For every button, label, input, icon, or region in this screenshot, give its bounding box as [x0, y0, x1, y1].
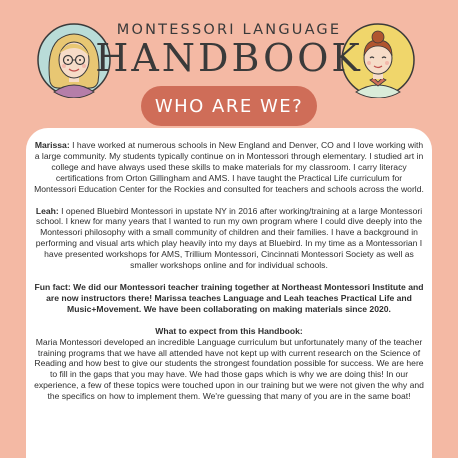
- marissa-paragraph: [34, 140, 424, 195]
- handbook-subtitle: MONTESSORI LANGUAGE: [116, 22, 342, 38]
- expect-text: Maria Montessori developed an incredible Language curriculum but unfortunately many of the teacher training programs that we have all attended have not kept up with current research on the Science of Reading and how best to give our students the strongest foundation possible for success. We are here to fill in the gaps that you may have. We had those gaps which is why we are doing this! In our experience, a few of these topics were touched upon in our training but we were not given the why and the specifics on how to implement them. We're guessing that many of you are in the same boat!: [34, 336, 424, 402]
- leah-name: Leah:: [35, 205, 59, 216]
- who-are-we-banner: WHO ARE WE?: [141, 86, 317, 126]
- leah-bio: I opened Bluebird Montessori in upstate NY in 2016 after working/training at a large Montessori school. I knew for many years that I wanted to run my own program where I could dive deeply into the Montessori philosophy with a small community of children and their families. I have a background in performing and visual arts which play heavily into my days at Bluebird. In my time as a Montessorian I have presented workshops for AMS, Trillium Montessori, Cincinnati Montessori Society as well as smaller workshops online and for individual schools.: [35, 205, 423, 271]
- marissa-bio: I have worked at numerous schools in New England and Denver, CO and I love working with a large community. My students typically continue on in Montessori through elementary. I studied art in college and have always used these skills to make materials for my classroom. I carry literacy certifications from Orton Gillingham and AMS. I have taught the Practical Life curriculum for Montessori Education Center for the Rockies and consulted for teachers and schools across the world.: [34, 140, 424, 194]
- leah-paragraph: [34, 206, 424, 271]
- handbook-title: HANDBOOK: [95, 36, 363, 80]
- body-text: [34, 140, 424, 413]
- marissa-name: Marissa:: [34, 140, 70, 150]
- expect-heading: What to expect from this Handbook:: [155, 325, 303, 336]
- fun-fact-text: Fun fact: We did our Montessori teacher training together at Northeast Montessori Institute and are now instructors there! Marissa teaches Language and Leah teaches Practical Life and Music+Movement. We have been collaborating on making materials since 2020.: [34, 281, 424, 314]
- expect-paragraph: [34, 326, 424, 402]
- fun-fact-paragraph: [34, 282, 424, 315]
